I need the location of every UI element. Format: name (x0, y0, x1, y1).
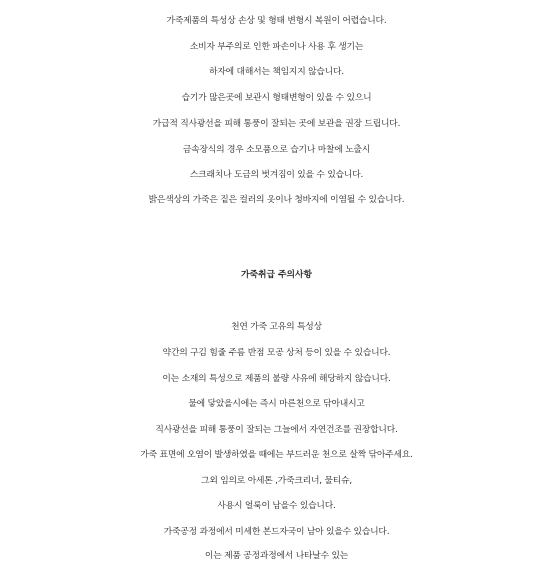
care-heading: 가죽취급 주의사항 (240, 270, 313, 280)
care-line-7: 그외 임의로 아세톤 ,가죽크리너, 물티슈, (201, 476, 352, 486)
notice-line-6: 금속장식의 경우 소모품으로 습기나 마찰에 노출시 (182, 145, 371, 155)
care-line-5: 직사광선을 피해 통풍이 잘되는 그늘에서 자연건조를 권장합니다. (155, 425, 398, 435)
care-line-4: 물에 닿았을시에는 즉시 마른천으로 닦아내시고 (188, 399, 365, 409)
care-line-8: 사용시 얼룩이 남을수 있습니다. (217, 501, 336, 511)
notice-line-7: 스크래치나 도금의 벗겨짐이 있을 수 있습니다. (189, 170, 364, 180)
notice-line-5: 가급적 직사광선을 피해 통풍이 잘되는 곳에 보관을 권장 드립니다. (152, 119, 401, 129)
care-line-3: 이는 소재의 특성으로 제품의 불량 사유에 해당하지 않습니다. (162, 374, 391, 384)
notice-line-4: 습기가 많은곳에 보관시 형태변형이 있을 수 있으니 (181, 93, 372, 103)
care-line-9: 가죽공정 과정에서 미세한 본드자국이 남아 있을수 있습니다. (163, 527, 390, 537)
notice-line-8: 밝은색상의 가죽은 짙은 컬러의 옷이나 청바지에 이염될 수 있습니다. (148, 195, 405, 205)
notice-line-2: 소비자 부주의로 인한 파손이나 사용 후 생기는 (189, 42, 364, 52)
care-line-10: 이는 제품 공정과정에서 나타날수 있는 (204, 551, 349, 561)
care-line-6: 가죽 표면에 오염이 발생하였을 때에는 부드러운 천으로 살짝 닦아주세요. (140, 450, 413, 460)
notice-line-1: 가죽제품의 특성상 손상 및 형태 변형시 복원이 어렵습니다. (166, 16, 387, 26)
care-line-1: 천연 가죽 고유의 특성상 (231, 322, 322, 332)
notice-line-3: 하자에 대해서는 책임지지 않습니다. (209, 67, 344, 77)
care-line-2: 약간의 구김 힘줄 주름 반점 모공 상처 등이 있을 수 있습니다. (162, 348, 391, 358)
